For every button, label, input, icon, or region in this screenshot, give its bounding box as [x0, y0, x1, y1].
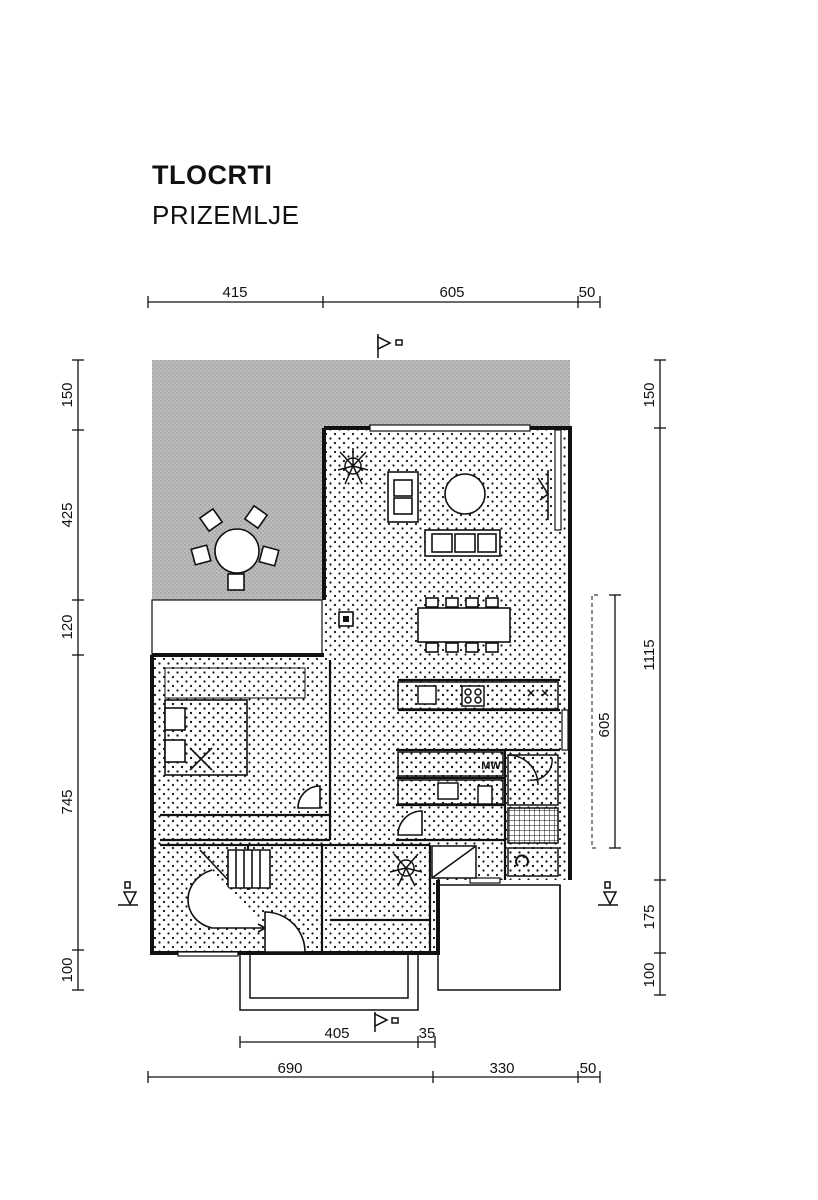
section-marker-top	[378, 334, 402, 358]
dim-right-1: 150	[641, 382, 658, 408]
column-icon	[339, 612, 353, 626]
section-marker-left	[118, 882, 138, 905]
terrace-top	[152, 360, 570, 428]
dim-left-1: 150	[59, 382, 76, 408]
sofa-icon	[425, 530, 500, 556]
garage-outline	[438, 885, 560, 990]
dim-bottom-outer-3: 50	[579, 1060, 597, 1077]
armchair-icon	[388, 472, 418, 522]
plan-subtitle: PRIZEMLJE	[152, 200, 300, 230]
dimension-right	[654, 360, 666, 995]
dim-top-2: 605	[439, 284, 465, 301]
dim-right-2: 1115	[641, 639, 658, 671]
dim-left-2: 425	[59, 502, 76, 528]
dim-top-3: 50	[578, 284, 596, 301]
section-marker-right	[598, 882, 618, 905]
dim-bottom-outer-1: 690	[277, 1060, 303, 1077]
dim-left-5: 100	[59, 957, 76, 983]
dim-top-1: 415	[222, 284, 248, 301]
plan-title: TLOCRTI	[152, 160, 273, 190]
dim-right-4: 100	[641, 962, 658, 988]
wc-room	[432, 846, 476, 878]
dimension-left	[72, 360, 84, 990]
microwave-label: MW	[481, 760, 501, 772]
dim-bottom-outer-2: 330	[489, 1060, 515, 1077]
dim-inner-right: 605	[596, 712, 613, 738]
section-marker-bottom	[375, 1012, 398, 1032]
entrance-platform	[240, 953, 418, 1010]
bed-icon	[165, 700, 247, 775]
dimension-top	[148, 296, 600, 308]
round-table-icon	[445, 474, 485, 514]
pergola-strip	[152, 600, 322, 655]
kitchen-counter	[398, 682, 558, 709]
dim-left-3: 120	[59, 614, 76, 640]
utility-room	[508, 755, 558, 876]
dim-right-3: 175	[641, 904, 658, 930]
dimension-bottom-outer	[148, 1071, 600, 1083]
dim-bottom-inner-1: 405	[324, 1025, 350, 1042]
dim-bottom-inner-2: 35	[418, 1025, 436, 1042]
dim-left-4: 745	[59, 789, 76, 815]
